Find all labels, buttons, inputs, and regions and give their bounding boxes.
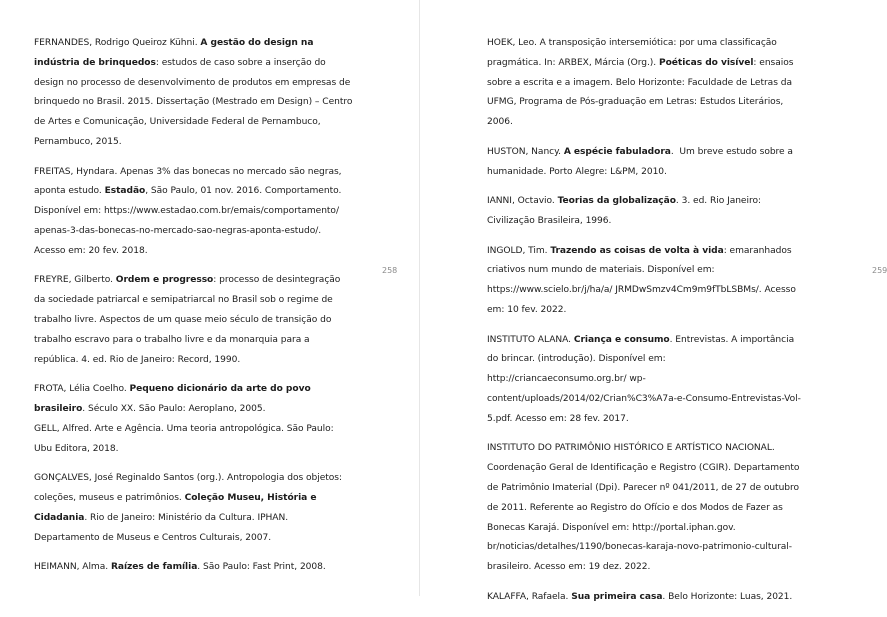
reference-text: . Belo Horizonte: Luas, 2021. bbox=[662, 591, 793, 602]
page-number-left: 258 bbox=[382, 266, 398, 275]
reference-text: : ensaios sobre a escrita e a imagem. Belo Horizonte: Faculdade de Letras da UFMG, Programa de Pós-graduação em Letras: Estudos Literários, 2006. bbox=[487, 57, 797, 128]
reference-text: FROTA, Lélia Coelho. bbox=[34, 384, 130, 395]
reference-text: GELL, Alfred. Arte e Agência. Uma teoria antropológica. São Paulo: Ubu Editora, 2018. bbox=[34, 423, 337, 454]
reference-entry bbox=[487, 242, 805, 321]
reference-text: INGOLD, Tim. bbox=[487, 245, 551, 256]
reference-title: Estadão bbox=[104, 186, 146, 197]
reference-text: INSTITUTO DO PATRIMÔNIO HISTÓRICO E ARTÍSTICO NACIONAL. Coordenação Geral de Identificação e Registro (CGIR). Departamento de Patrimônio Imaterial (Dpi). Parecer nº 041/2011, de 27 de outubro de 2011. Referente ao Registro do Ofício e dos Modos de Fazer as Bonecas Karajá. Disponível em: http://portal.iphan.gov. br/noticias/detalhes/1190/bonecas-karaja-novo-patrimonio-cultural-brasileiro. Acesso em: 19 dez. 2022. bbox=[487, 443, 803, 573]
reference-title: A espécie fabuladora bbox=[563, 146, 671, 157]
reference-text: GONÇALVES, José Reginaldo Santos (org.). Antropologia dos objetos: coleções, museus e patrimônios. bbox=[34, 473, 345, 503]
reference-entry bbox=[487, 192, 805, 232]
reference-text: . Entrevistas. A importância do brincar. (introdução). Disponível em: http://criancaeconsumo.org.br/ wp-content/uploads/2014/02/Crian%C3%A7a-e-Consumo-Entrevistas-Vol-5.pdf. Acesso em: 28 fev. 2017. bbox=[487, 334, 801, 424]
reference-text: FERNANDES, Rodrigo Queiroz Kühni. bbox=[34, 38, 201, 48]
reference-text: HOEK, Leo. A transposição intersemiótica: por uma classificação pragmática. In: ARBEX, Márcia (Org.). bbox=[487, 38, 780, 68]
reference-title: Pequeno dicionário da arte do povo brasileiro bbox=[34, 384, 314, 414]
reference-title: Trazendo as coisas de volta à vida bbox=[550, 245, 724, 256]
reference-text: IANNI, Octavio. bbox=[487, 196, 558, 207]
reference-text: : estudos de caso sobre a inserção do design no processo de desenvolvimento de produtos em empresas de brinquedo no Brasil. 2015. Dissertação (Mestrado em Design) – Centro de Artes e Comunicação, Universidade Federal de Pernambuco, Pernambuco, 2015. bbox=[34, 57, 356, 147]
reference-title: Criança e consumo bbox=[573, 334, 670, 345]
reference-text: HEIMANN, Alma. bbox=[34, 562, 111, 573]
reference-text: . Rio de Janeiro: Ministério da Cultura. IPHAN. Departamento de Museus e Centros Culturais, 2007. bbox=[34, 512, 291, 543]
right-page bbox=[420, 0, 887, 602]
reference-entry bbox=[34, 163, 354, 262]
reference-title: Sua primeira casa bbox=[571, 591, 663, 602]
reference-entry bbox=[34, 380, 354, 420]
left-page bbox=[0, 0, 419, 596]
reference-text: FREYRE, Gilberto. bbox=[34, 275, 116, 286]
reference-text: FREITAS, Hyndara. Apenas 3% das bonecas no mercado são negras, aponta estudo. bbox=[34, 166, 345, 197]
reference-text: INSTITUTO ALANA. bbox=[487, 334, 574, 345]
reference-title: Teorias da globalização bbox=[557, 196, 676, 207]
reference-title: Poéticas do visível bbox=[659, 57, 754, 68]
reference-title: Coleção Museu, História e Cidadania bbox=[34, 492, 320, 523]
reference-entry bbox=[487, 331, 805, 430]
reference-text: . Um breve estudo sobre a humanidade. Porto Alegre: L&PM, 2010. bbox=[487, 146, 796, 177]
reference-entry bbox=[34, 558, 354, 578]
reference-entry bbox=[34, 420, 354, 460]
reference-text: HUSTON, Nancy. bbox=[487, 146, 564, 157]
reference-text: : emaranhados criativos num mundo de materiais. Disponível em: https://www.scielo.br/j/ha/a/ JRMDwSmzv4Cm9m9fTbLSBMs/. Acesso em: 10 fev. 2022. bbox=[487, 245, 799, 315]
reference-entry bbox=[487, 439, 805, 578]
reference-entry bbox=[487, 143, 805, 183]
reference-text: . 3. ed. Rio Janeiro: Civilização Brasileira, 1996. bbox=[487, 196, 764, 226]
right-references-column bbox=[487, 34, 805, 617]
reference-entry bbox=[34, 271, 354, 370]
reference-text: . São Paulo: Fast Print, 2008. bbox=[197, 562, 326, 573]
reference-text: , São Paulo, 01 nov. 2016. Comportamento. Disponível em: https://www.estadao.com.br/emais/comportamento/ apenas-3-das-bonecas-no-mercado-sao-negras-aponta-estudo/. Acesso em: 20 fev. 2018. bbox=[34, 186, 345, 256]
reference-entry bbox=[34, 34, 354, 153]
page-number-right: 259 bbox=[872, 266, 887, 275]
reference-entry bbox=[487, 34, 805, 133]
reference-text: . Século XX. São Paulo: Aeroplano, 2005. bbox=[82, 403, 266, 414]
reference-title: A gestão do design na indústria de brinquedos bbox=[34, 38, 317, 68]
reference-entry bbox=[487, 588, 805, 608]
reference-text: KALAFFA, Rafaela. bbox=[487, 591, 572, 602]
reference-title: Ordem e progresso bbox=[115, 275, 214, 286]
reference-entry bbox=[34, 469, 354, 548]
reference-title: Raízes de família bbox=[110, 562, 198, 573]
left-references-column bbox=[34, 34, 354, 588]
reference-text: : processo de desintegração da sociedade patriarcal e semipatriarcal no Brasil sob o regime de trabalho livre. Aspectos de um quase meio século de transição do trabalho escravo para o trabalho livre e da monarquia para a república. 4. ed. Rio de Janeiro: Record, 1990. bbox=[34, 275, 344, 365]
